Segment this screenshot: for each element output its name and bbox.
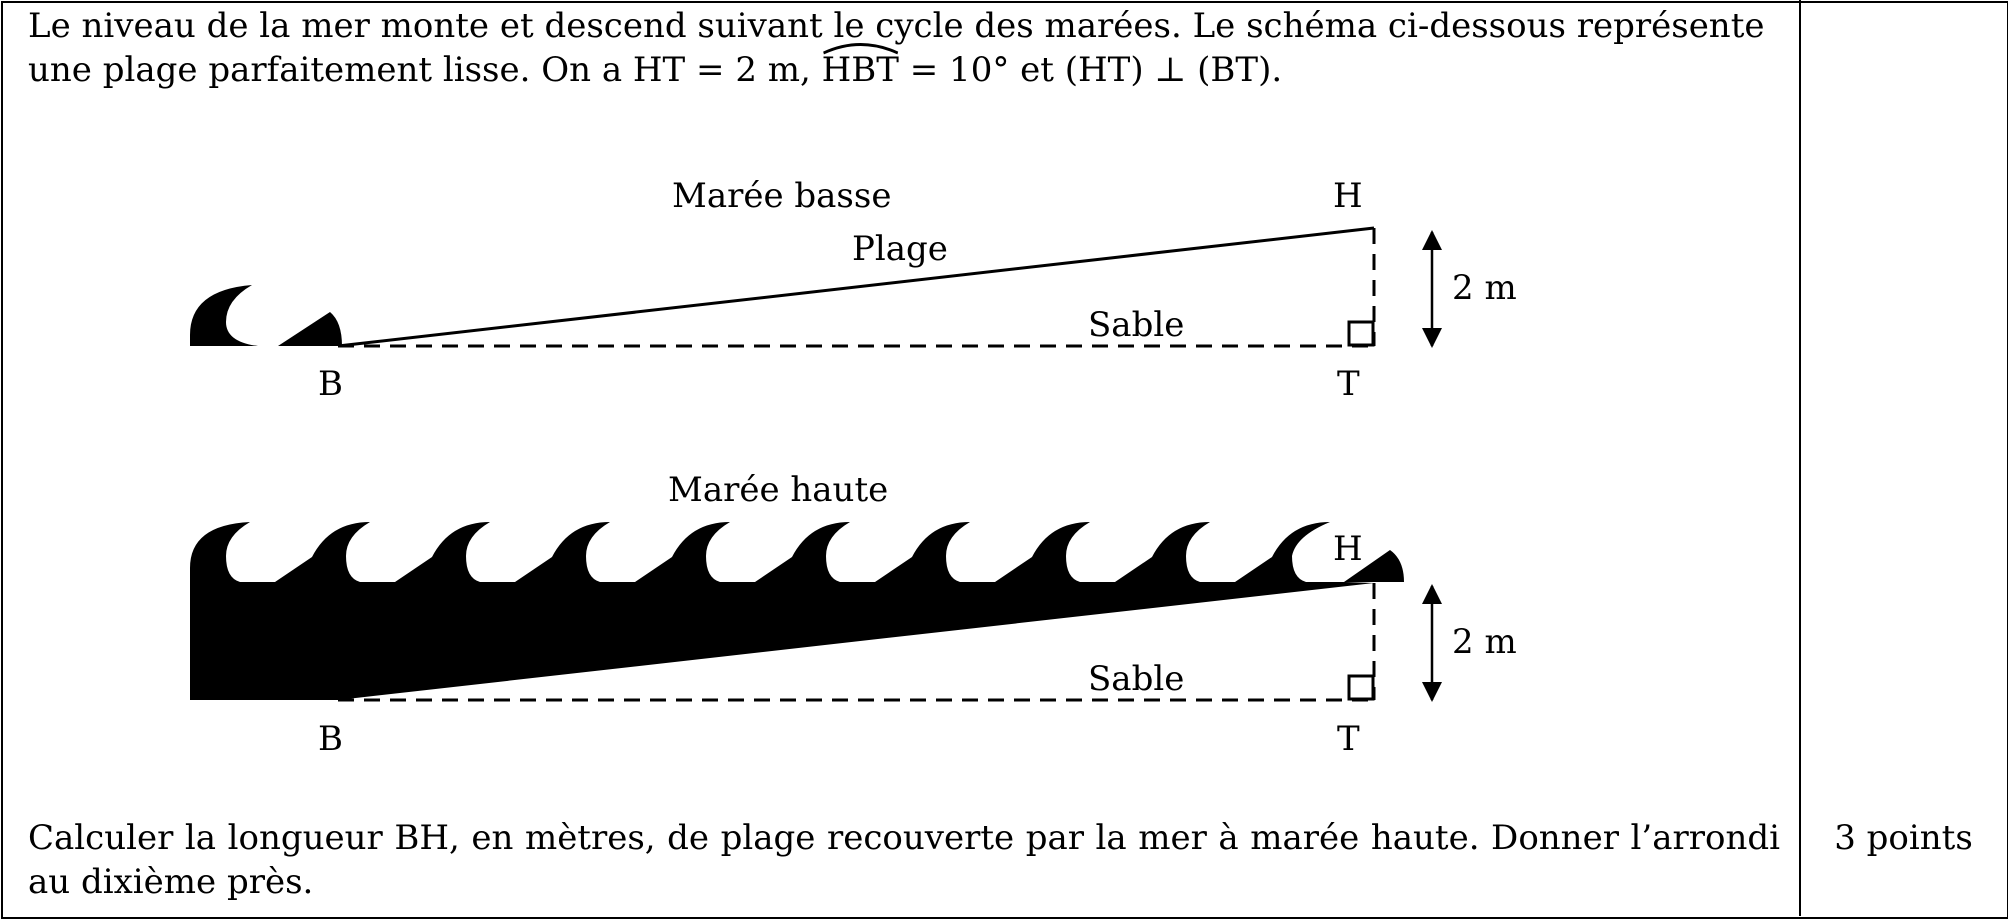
low-tide-sand-label: Sable [1088, 305, 1185, 345]
points-value: 3 points [1834, 818, 1973, 858]
high-tide-right-angle-icon [1349, 676, 1373, 699]
high-tide-point-t: T [1337, 719, 1360, 759]
low-tide-right-angle-icon [1349, 322, 1373, 345]
high-tide-height-label: 2 m [1452, 622, 1517, 662]
low-tide-height-label: 2 m [1452, 268, 1517, 308]
angle-label: HBT [821, 50, 899, 90]
high-tide-title: Marée haute [668, 470, 889, 510]
high-tide-sand-label: Sable [1088, 659, 1185, 699]
low-tide-diagram [190, 176, 1517, 404]
statement-line-2-start: une plage parfaitement lisse. On a HT = 2 m, [28, 50, 822, 90]
low-tide-point-h: H [1333, 176, 1363, 216]
statement-line-2-end: = 10° et (HT) ⊥ (BT). [898, 50, 1283, 90]
low-tide-beach-label: Plage [852, 229, 948, 269]
high-tide-diagram [190, 470, 1517, 759]
low-tide-title: Marée basse [672, 176, 892, 216]
high-tide-point-h: H [1333, 529, 1363, 569]
low-tide-point-b: B [318, 364, 343, 404]
low-tide-wave-crest-icon [278, 312, 342, 346]
statement-line-1: Le niveau de la mer monte et descend suivant le cycle des marées. Le schéma ci-dessous représente [28, 6, 1765, 46]
low-tide-wave-icon [190, 285, 258, 346]
question-text: Calculer la longueur BH, en mètres, de plage recouverte par la mer à marée haute. Donner l’arrondi au dixième près. [28, 818, 1780, 902]
high-tide-point-b: B [318, 719, 343, 759]
high-tide-sea-icon [190, 522, 1374, 700]
low-tide-point-t: T [1337, 364, 1360, 404]
